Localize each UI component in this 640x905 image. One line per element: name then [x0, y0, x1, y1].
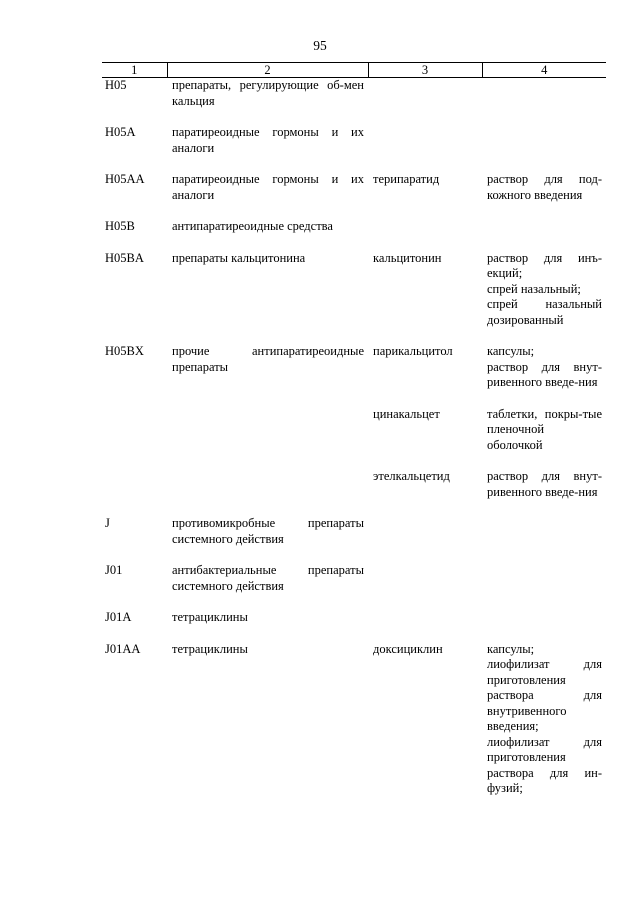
- drug-name-cell: цинакальцет: [373, 406, 440, 421]
- atc-code-cell: H05: [105, 78, 127, 92]
- anatomical-group-cell: прочие антипаратиреоидные препараты: [172, 344, 364, 374]
- drug-name-cell: парикальцитол: [373, 344, 453, 358]
- header-col-2: 2: [167, 63, 368, 78]
- anatomical-group-cell: препараты, регулирующие об-мен кальция: [172, 78, 364, 108]
- atc-code-cell: H05BX: [105, 344, 144, 358]
- drug-name-cell: [368, 610, 482, 642]
- dosage-forms-cell: [482, 642, 606, 813]
- dosage-form-item: раствор для под-кожного введения: [487, 172, 602, 202]
- anatomical-group-cell: антибактериальные препараты системного действия: [172, 563, 364, 593]
- dosage-form-item: лиофилизат для приготовления раствора для ин-фузий;: [487, 734, 602, 795]
- atc-code-cell: [102, 407, 167, 470]
- dosage-forms-cell: [482, 407, 606, 470]
- dosage-forms-cell: [482, 516, 606, 563]
- table-header: [102, 63, 606, 78]
- anatomical-group-cell: противомикробные препараты системного действия: [172, 516, 364, 546]
- page-number: 95: [313, 38, 327, 53]
- table-row: [102, 563, 606, 610]
- anatomical-group-cell: паратиреоидные гормоны и их аналоги: [172, 172, 364, 202]
- dosage-form-item: раствор для внут-ривенного введе-ния: [487, 469, 602, 499]
- atc-code-cell: H05B: [105, 219, 135, 233]
- anatomical-group-cell: препараты кальцитонина: [172, 250, 306, 265]
- anatomical-group-cell: тетрациклины: [172, 641, 248, 656]
- anatomical-group-cell: паратиреоидные гормоны и их аналоги: [172, 125, 364, 155]
- atc-code-cell: H05BA: [105, 250, 144, 265]
- drug-name-cell: терипаратид: [373, 172, 440, 186]
- drug-name-cell: кальцитонин: [373, 250, 442, 265]
- table-row: [102, 610, 606, 642]
- dosage-forms-cell: [482, 125, 606, 172]
- dosage-form-item: раствор для внут-ривенного введе-ния: [487, 359, 602, 389]
- anatomical-group-cell: тетрациклины: [172, 610, 248, 624]
- drug-name-cell: [368, 563, 482, 610]
- drug-name-cell: доксициклин: [373, 641, 443, 656]
- anatomical-group-cell: антипаратиреоидные средства: [172, 219, 333, 233]
- dosage-forms-cell: [482, 251, 606, 345]
- dosage-forms-cell: [482, 610, 606, 642]
- anatomical-group-cell: [167, 469, 368, 516]
- table-row: [102, 407, 606, 470]
- dosage-form-item: таблетки, покры-тые пленочной оболочкой: [487, 406, 602, 452]
- dosage-form-item: капсулы;: [487, 641, 535, 656]
- dosage-forms-cell: [482, 563, 606, 610]
- table-row: [102, 219, 606, 251]
- atc-code-cell: J01: [105, 563, 123, 577]
- drug-name-cell: [368, 516, 482, 563]
- atc-code-cell: J01AA: [105, 641, 141, 656]
- dosage-forms-cell: [482, 78, 606, 126]
- header-col-4: 4: [482, 63, 606, 78]
- table-row: [102, 78, 606, 126]
- atc-code-cell: [102, 469, 167, 516]
- dosage-forms-cell: [482, 219, 606, 251]
- dosage-forms-cell: [482, 172, 606, 219]
- anatomical-group-cell: [167, 407, 368, 470]
- table-row: [102, 125, 606, 172]
- header-col-3: 3: [368, 63, 482, 78]
- atc-code-cell: J01A: [105, 610, 132, 624]
- drug-name-cell: [368, 219, 482, 251]
- dosage-form-item: раствор для инъ-екций;: [487, 250, 602, 280]
- table-row: [102, 251, 606, 345]
- table-row: [102, 642, 606, 813]
- dosage-forms-cell: [482, 344, 606, 407]
- drug-table: [102, 62, 606, 813]
- dosage-form-item: спрей назальный дозированный: [487, 297, 602, 327]
- atc-code-cell: J: [105, 516, 110, 530]
- atc-code-cell: H05AA: [105, 172, 145, 186]
- table-row: [102, 469, 606, 516]
- atc-code-cell: H05A: [105, 125, 136, 139]
- drug-name-cell: [368, 78, 482, 126]
- table-body: [102, 78, 606, 813]
- table-row: [102, 172, 606, 219]
- dosage-form-item: капсулы;: [487, 344, 535, 358]
- drug-name-cell: [368, 125, 482, 172]
- dosage-form-item: лиофилизат для приготовления раствора для внутривенного введения;: [487, 657, 602, 733]
- dosage-forms-cell: [482, 469, 606, 516]
- table-row: [102, 516, 606, 563]
- header-col-1: 1: [102, 63, 167, 78]
- table-row: [102, 344, 606, 407]
- drug-name-cell: этелкальцетид: [373, 469, 450, 483]
- dosage-form-item: спрей назальный;: [487, 281, 581, 296]
